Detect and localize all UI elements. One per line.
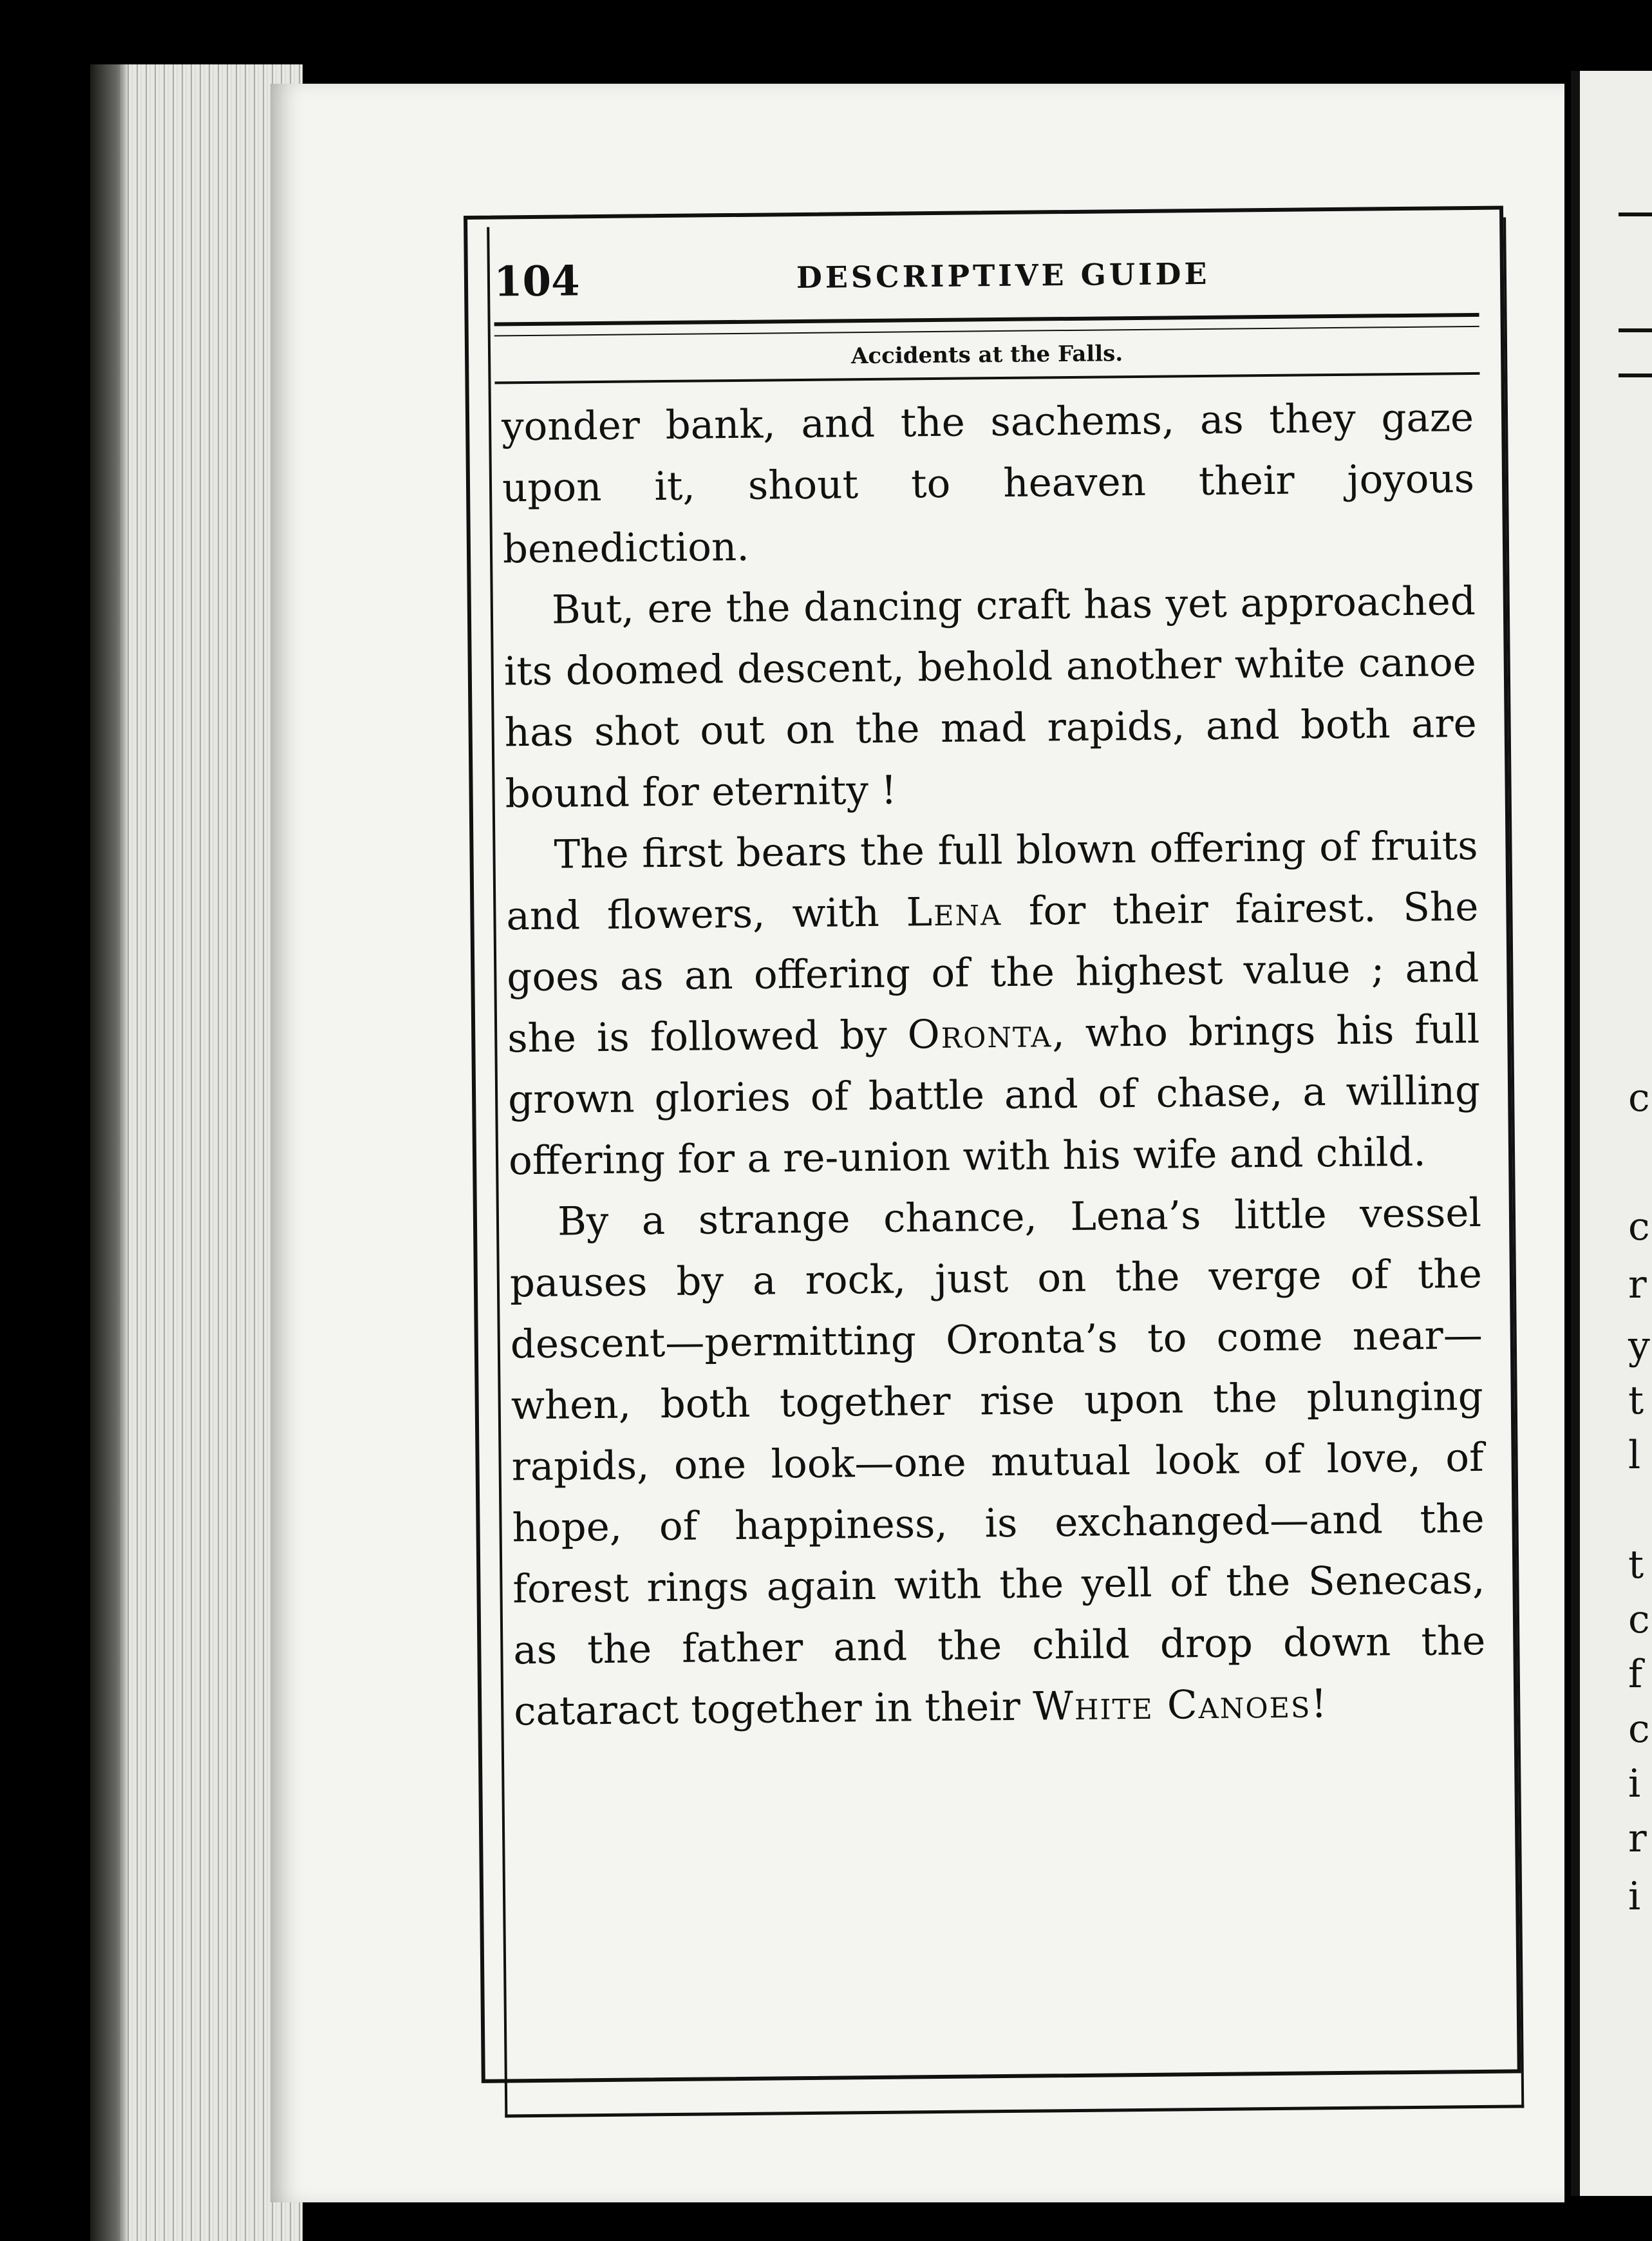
- paragraph-4: [509, 1182, 1487, 1742]
- paragraph-3-text: , who brings his full grown glories of battle and of chase, a willing offering for a re-union with his wife and child.: [507, 1006, 1481, 1184]
- paragraph-3: [505, 815, 1481, 1191]
- facing-fragment: t: [1628, 1542, 1644, 1587]
- body-text: [502, 387, 1487, 1742]
- facing-rule: [1619, 374, 1652, 377]
- facing-rule: [1619, 328, 1652, 332]
- name-lena: Lena: [906, 889, 1002, 936]
- facing-fragment: c: [1628, 1204, 1650, 1249]
- facing-fragment: c: [1628, 1075, 1650, 1120]
- section-heading: Accidents at the Falls.: [850, 341, 1123, 370]
- page-number: 104: [493, 257, 580, 307]
- name-oronta: Oronta: [907, 1010, 1053, 1058]
- text-frame: [464, 205, 1521, 2083]
- paragraph-1: yonder bank, and the sachems, as they gaze upon it, shout to heaven their joyous benediction.: [501, 394, 1475, 572]
- facing-fragment: l: [1628, 1433, 1641, 1478]
- facing-fragment: c: [1628, 1707, 1650, 1752]
- paragraph-4-text: By a strange chance, Lena’s little vessel pauses by a rock, just on the verge of the descent—permitting Oronta’s to come near—when, both together rise upon the plunging rapids, one look—one mutual look of love, of hope, of happiness, is exchanged—and the forest rings again with the yell of the Senecas, as the father and the child drop down the cataract together in their: [509, 1189, 1486, 1735]
- facing-fragment: i: [1628, 1761, 1641, 1806]
- facing-fragment: r: [1628, 1816, 1647, 1861]
- paragraph-3-text: for their fairest. She goes as an offering of the highest value ; and she is followed by: [507, 884, 1479, 1062]
- facing-rule: [1619, 213, 1652, 216]
- paragraph-3-text: The first bears the full blown offering of fruits and flowers, with: [506, 822, 1478, 940]
- facing-page: [1571, 71, 1652, 2196]
- paragraph-4-text: !: [1310, 1681, 1328, 1727]
- page-title: DESCRIPTIVE GUIDE: [796, 256, 1210, 296]
- facing-fragment: t: [1628, 1378, 1644, 1423]
- facing-fragment: r: [1628, 1262, 1647, 1307]
- facing-fragment: c: [1628, 1597, 1650, 1642]
- facing-fragment: i: [1628, 1874, 1641, 1919]
- paragraph-2: But, ere the dancing craft has yet approached its doomed descent, behold another white canoe has shot out on the mad rapids, and both are bound for eternity !: [503, 578, 1477, 817]
- phrase-white-canoes: White Canoes: [1032, 1681, 1311, 1730]
- facing-fragment: y: [1628, 1323, 1650, 1368]
- facing-fragment: f: [1628, 1652, 1643, 1697]
